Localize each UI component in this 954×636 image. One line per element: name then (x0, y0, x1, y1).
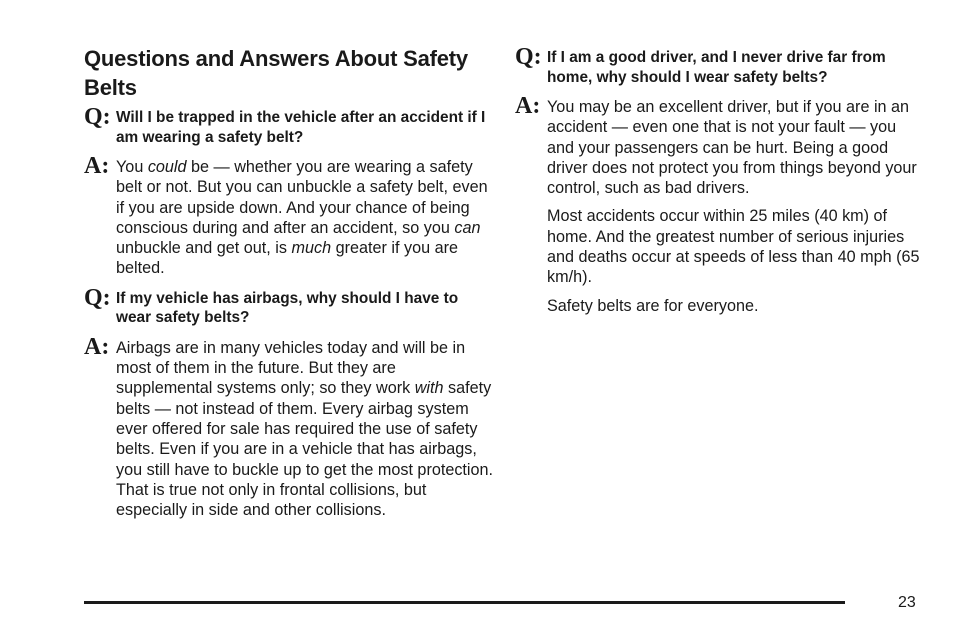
page-number: 23 (898, 594, 916, 611)
answer-text: safety belts — not instead of them. Every airbag system ever offered for sale has required the use of safety belts. Even if you are in a vehicle that has airbags, you still have to buckle up to get the most protection. That is true not only in frontal collisions, but especially in side and other collisions. (116, 379, 494, 520)
question-text: If I am a good driver, and I never drive far from home, why should I wear safety belts? (547, 49, 886, 86)
question-3 (515, 44, 925, 87)
section-title: Questions and Answers About Safety Belts (84, 46, 468, 100)
answer-text: You (116, 158, 148, 176)
answer-body (116, 338, 494, 521)
answer-text: Airbags are in many vehicles today and will be in most of them in the future. But they are supplemental systems only; so they work (116, 338, 466, 398)
answer-paragraph (547, 97, 925, 198)
footer-rule (84, 601, 845, 604)
q-mark: Q: (515, 44, 542, 70)
answer-paragraph (116, 157, 494, 279)
a-mark: A: (515, 93, 541, 119)
answer-2 (84, 333, 494, 521)
question-2 (84, 284, 494, 328)
answer-3 (515, 93, 925, 316)
question-text: Will I be trapped in the vehicle after an accident if I am wearing a safety belt? (116, 109, 486, 146)
emphasis-text: can (454, 218, 481, 237)
answer-text: unbuckle and get out, is (116, 239, 292, 258)
answer-paragraph (547, 296, 925, 316)
emphasis-text: with (414, 379, 444, 398)
left-column (84, 44, 494, 530)
answer-paragraph (547, 206, 925, 287)
answer-text: You may be an excellent driver, but if you are in an accident — even one that is not your fault — you and your passengers can be hurt. Being a good driver does not protect you from things beyond your control, such as bad drivers. (547, 98, 917, 198)
emphasis-text: could (147, 158, 187, 176)
answer-text: greater if you are belted. (116, 239, 458, 278)
answer-paragraph (116, 338, 494, 521)
answer-body (547, 97, 925, 316)
answer-text: Most accidents occur within 25 miles (40 km) of home. And the greatest number of serious injuries and deaths occur at speeds of less than 40 mph (65 km/h). (547, 207, 920, 287)
answer-text: be — whether you are wearing a safety belt or not. But you can unbuckle a safety belt, even if you are upside down. And your chance of being conscious during and after an accident, so you (116, 158, 488, 237)
q-mark: Q: (84, 104, 111, 130)
right-column (515, 44, 925, 326)
q-mark: Q: (84, 284, 111, 311)
answer-1 (84, 153, 494, 279)
a-mark: A: (84, 153, 110, 179)
question-1 (84, 104, 494, 147)
emphasis-text: much (291, 239, 332, 258)
a-mark: A: (84, 333, 110, 360)
answer-body (116, 157, 494, 279)
question-text: If my vehicle has airbags, why should I have to wear safety belts? (116, 289, 459, 327)
answer-text: Safety belts are for everyone. (547, 296, 759, 315)
